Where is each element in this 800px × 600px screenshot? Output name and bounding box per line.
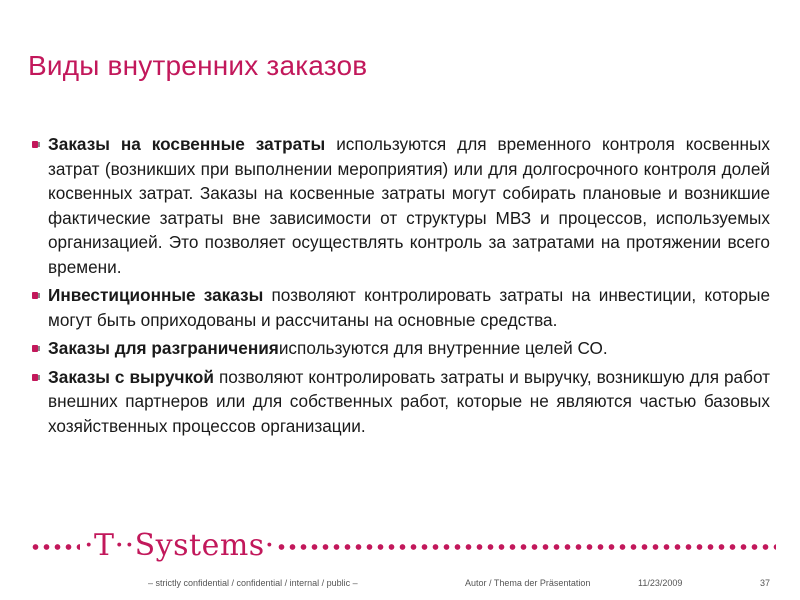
bullet-item: [32, 283, 770, 332]
bullet-text: используются для временного контроля косвенных затрат (возникших при выполнении мероприятия) или для долгосрочного контроля долей косвенных затрат. Заказы на косвенные затраты могут собирать плановые и возникшие фактические затраты вне зависимости от структуры МВЗ и процессов, используемых организацией. Это позволяет осуществлять контроль за затратами на протяжении всего времени.: [48, 134, 770, 277]
bullet-marker-icon: [32, 292, 38, 299]
bullet-term: Заказы для разграничения: [48, 338, 279, 358]
logo-dots-right: [276, 544, 776, 550]
footer-author-theme: Autor / Thema der Präsentation: [465, 578, 591, 588]
bullet-text: используются для внутренние целей СО.: [278, 338, 608, 358]
bullet-item: [32, 132, 770, 279]
bullet-marker-icon: [32, 141, 38, 148]
bullet-term: Инвестиционные заказы: [48, 285, 264, 305]
bullet-term: Заказы на косвенные затраты: [48, 134, 326, 154]
bullet-marker-icon: [32, 374, 38, 381]
bullet-list: [32, 132, 770, 442]
footer-date: 11/23/2009: [638, 578, 683, 588]
footer-classification: – strictly confidential / confidential / internal / public –: [148, 578, 358, 588]
bullet-marker-icon: [32, 345, 38, 352]
bullet-text: позволяют контролировать затраты на инвестиции, которые могут быть оприходованы и рассчитаны на основные средства.: [48, 285, 771, 330]
bullet-item: [32, 365, 770, 439]
bullet-term: Заказы с выручкой: [48, 366, 214, 387]
footer-page-number: 37: [760, 578, 771, 588]
bullet-item: [32, 336, 770, 361]
logo-wordmark: ·T··Systems·: [84, 528, 275, 563]
bullet-text: позволяют контролировать затраты и выручку, возникшую для работ внешних партнеров или для собственных работ, которые не являются частью базовых хозяйственных процессов организации.: [48, 366, 770, 436]
logo-dots-left: [30, 544, 80, 550]
t-systems-logo: [30, 530, 775, 570]
slide-title: Виды внутренних заказов: [28, 50, 368, 81]
